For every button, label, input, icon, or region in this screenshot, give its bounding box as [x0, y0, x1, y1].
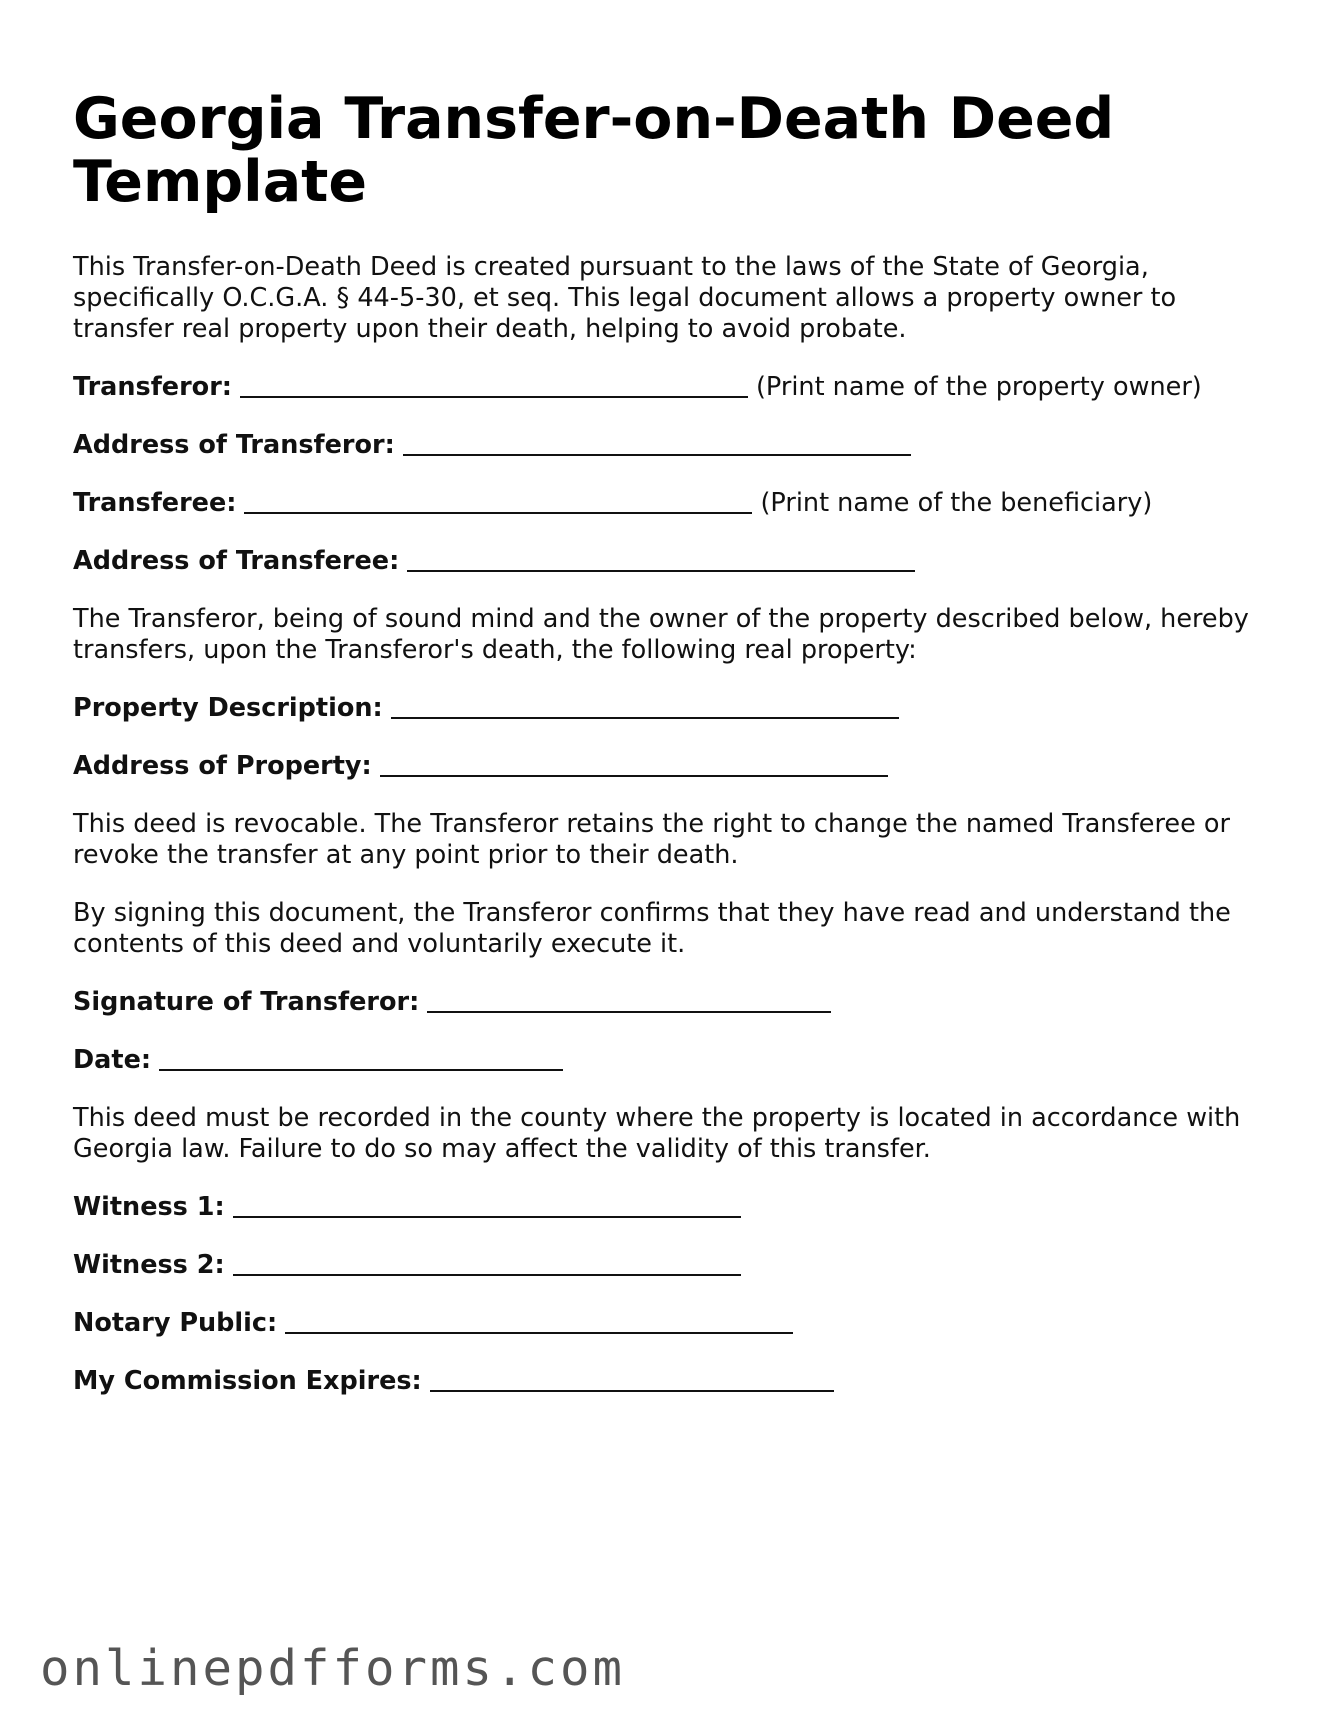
signature-label: Signature of Transferor: — [73, 987, 420, 1017]
property-description-line[interactable] — [391, 693, 899, 719]
transfer-statement: The Transferor, being of sound mind and the owner of the property described below, hereby transfers, upon the Transferor's death, the following real property: — [73, 604, 1249, 665]
date-field — [73, 1045, 1273, 1076]
commission-expires-field — [73, 1366, 1273, 1397]
transferor-label: Transferor: — [73, 372, 232, 402]
transferee-address-field — [73, 546, 1273, 577]
date-label: Date: — [73, 1045, 152, 1075]
signing-statement: By signing this document, the Transferor confirms that they have read and understand the contents of this deed and voluntarily execute it. — [73, 898, 1231, 959]
transferor-address-field — [73, 430, 1273, 461]
witness-1-label: Witness 1: — [73, 1192, 225, 1222]
notary-public-field — [73, 1308, 1273, 1339]
transferor-hint: (Print name of the property owner) — [755, 372, 1202, 402]
transferee-hint: (Print name of the beneficiary) — [760, 488, 1153, 518]
property-description-field — [73, 693, 1273, 724]
witness-1-field — [73, 1192, 1273, 1223]
transferor-name-line[interactable] — [240, 372, 748, 398]
witness-1-line[interactable] — [233, 1192, 741, 1218]
witness-2-field — [73, 1250, 1273, 1281]
transferor-address-line[interactable] — [403, 430, 911, 456]
property-address-field — [73, 751, 1273, 782]
document-page — [73, 88, 1273, 1424]
watermark-logo: onlinepdfforms.com — [40, 1640, 626, 1697]
transferee-address-label: Address of Transferee: — [73, 546, 400, 576]
signature-line[interactable] — [427, 987, 831, 1013]
commission-expires-line[interactable] — [430, 1366, 834, 1392]
signature-field — [73, 987, 1273, 1018]
transferee-address-line[interactable] — [407, 546, 915, 572]
transferor-field — [73, 372, 1273, 403]
recording-statement: This deed must be recorded in the county where the property is located in accordance with Georgia law. Failure to do so may affect the validity of this transfer. — [73, 1103, 1241, 1164]
notary-public-label: Notary Public: — [73, 1308, 278, 1338]
transferee-name-line[interactable] — [244, 488, 752, 514]
witness-2-line[interactable] — [233, 1250, 741, 1276]
notary-public-line[interactable] — [285, 1308, 793, 1334]
date-line[interactable] — [159, 1045, 563, 1071]
revocable-statement: This deed is revocable. The Transferor retains the right to change the named Transferee or revoke the transfer at any point prior to their death. — [73, 809, 1230, 870]
transferee-label: Transferee: — [73, 488, 237, 518]
transferee-field — [73, 488, 1273, 519]
transferor-address-label: Address of Transferor: — [73, 430, 395, 460]
property-description-label: Property Description: — [73, 693, 383, 723]
commission-expires-label: My Commission Expires: — [73, 1366, 422, 1396]
property-address-label: Address of Property: — [73, 751, 372, 781]
property-address-line[interactable] — [380, 751, 888, 777]
intro-paragraph: This Transfer-on-Death Deed is created pursuant to the laws of the State of Georgia, specifically O.C.G.A. § 44-5-30, et seq. This legal document allows a property owner to transfer real property upon their death, helping to avoid probate. — [73, 252, 1177, 344]
witness-2-label: Witness 2: — [73, 1250, 225, 1280]
document-title: Georgia Transfer-on-Death Deed Template — [73, 86, 1115, 215]
